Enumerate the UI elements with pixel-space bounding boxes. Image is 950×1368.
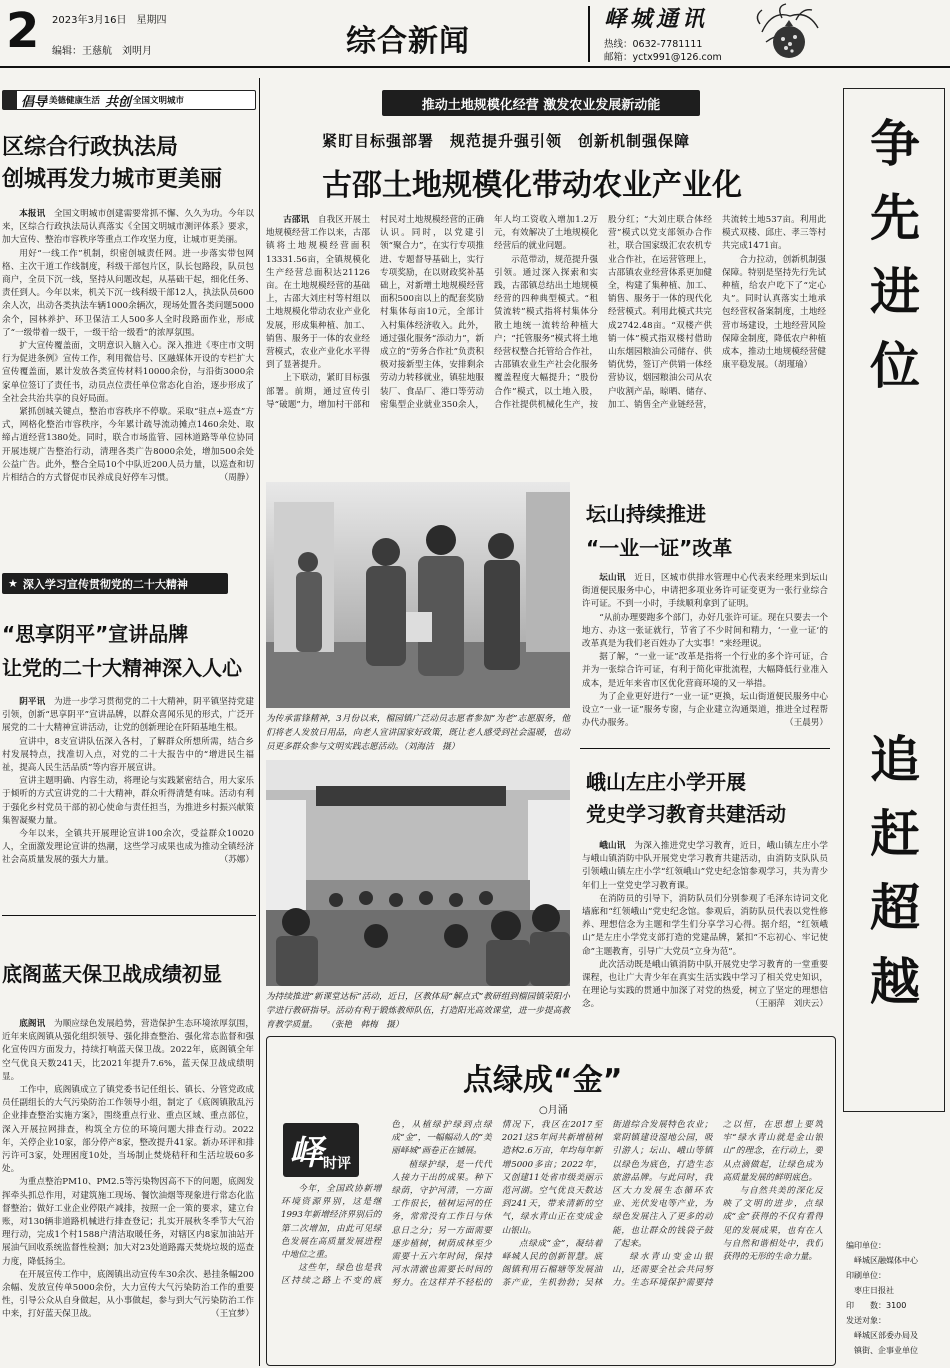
feature-banner-text: 推动土地规模化经营 激发农业发展新动能 (421, 97, 661, 113)
commentary-badge-big: 峄 (289, 1133, 323, 1173)
commentary-para: 这些年，绿色也是我区持续之路上不变的底色，从植绿护绿到点绿成“金”，一幅幅动人的“美丽峄城”画卷正在铺展。 (281, 1120, 492, 1287)
badge-spacer (281, 1119, 381, 1183)
weekday: 星期四 (136, 15, 167, 26)
story1-para: 用好“一线工作”机制，织密创城责任网。进一步落实带包网格、主次干道工作线制度，科级干部包片区，队长包路段，队员包商户，全员下沉一线，坚持从问题改起，从基础干起，细化任务、责任到人。今年以来，机关下沉一线科级干部12人，执法队员600余人次，出动各类执法车辆1000余辆次，现场处置各类问题5000余个，园林养护、环卫保洁工人500多人全时段路面作业，形成了“一级带着一级干，一级干给一级看”的浓厚氛围。 (2, 248, 254, 338)
commentary-para: 与自然共美的深化反映了文明的进步，点绿成“金”获得的不仅有看得见的发展成果，也有在人与自然和谐相处中，我们获得的无形的生命力量。 (722, 1186, 823, 1263)
star-icon: ★ (8, 577, 18, 590)
teaching-research-photo (266, 760, 570, 986)
story3-author: （王宜梦） (211, 1309, 254, 1320)
mid-divider (580, 748, 830, 749)
story4-para: “从前办理要跑多个部门，办好几张许可证。现在只要去一个地方、办这一张证就行，节省了不少时间和精力，‘一业一证’的改革真是为我们老百姓办了大实事！”来经理说。 (582, 612, 828, 650)
story1-title-line1: 区综合行政执法局 (2, 135, 179, 160)
masthead-contact (604, 38, 722, 64)
column-divider-left (259, 78, 260, 1366)
lead-title: 古邵土地规模化带动农业产业化 (322, 168, 742, 203)
page-number: 2 (6, 3, 40, 59)
publisher-line: 峄城区部委办局及 (846, 1331, 918, 1340)
slogan-char: 超 (870, 879, 920, 937)
feature-banner (382, 90, 700, 116)
slogan-part1 (860, 107, 930, 403)
civilization-city-banner (2, 90, 256, 110)
story1-body (2, 208, 254, 562)
story2-title-line1: “思享阴平”宣讲品牌 (2, 622, 189, 646)
masthead-divider (588, 6, 590, 62)
story4-body (582, 572, 828, 744)
story4-title-line1: 坛山持续推进 (586, 502, 706, 526)
publisher-line: 发送对象： (846, 1316, 886, 1325)
masthead-rule (0, 66, 950, 68)
hotline: 0632-7781111 (632, 39, 703, 50)
banner-part2: 共创 (105, 94, 132, 110)
story3-title: 底阁蓝天保卫战成绩初显 (2, 962, 222, 986)
story1-title-line2: 创城再发力城市更美丽 (2, 167, 223, 192)
commentary-body (281, 1119, 823, 1359)
lead-story-para: 自我区开展土地规模经营工作以来，古邵镇将土地规模经营面积13331.56亩，全镇规模化生产经营总面积达21126亩。在土地规模经营的基础上，古邵大刘庄村等村组以土地规模化带动农业产业化发展，形成集种植、加工、销售、服务于一体的农业经营模式，农业产业化水平得到了显著提升。 (266, 215, 370, 371)
story1-author: （周静） (219, 473, 254, 484)
date: 2023年3月16日 (52, 15, 127, 26)
volunteer-photo-image (266, 482, 570, 708)
lead-story-author: （胡瑾瑜） (773, 360, 813, 371)
publisher-info (846, 1238, 946, 1358)
section-title: 综合新闻 (346, 24, 470, 59)
volunteer-photo-caption: 为传承雷锋精神，3月份以来，榴园镇广泛动员志愿者参加“为老”志愿服务，他们将老人发放日用品，向老人宣讲国家好政策，既让老人感受到社会温暖，也动员更多群众参与文明实践志愿活动。（刘海洁 摄） (266, 714, 570, 752)
story5-title-line1: 峨山左庄小学开展 (586, 770, 746, 794)
story2-body (2, 696, 254, 908)
story5-para: 在消防员的引导下，消防队员们分别参观了毛泽东诗词文化墙廊和“红领峨山”党史纪念馆。参观后，消防队员代表以党性修养、理想信念为主题和学生们分享学习心得。据介绍，“红领峨山”是左庄小学党支部打造的党建品牌，紧扣“不忘初心、牢记使命”主题教育，引导广大党员“立身为范”。 (582, 893, 828, 957)
lead-kicker: 紧盯目标强部署 规范提升强引领 创新机制强保障 (322, 132, 691, 150)
story4-lead: 坛山讯 (599, 573, 626, 583)
story1-lead: 本报讯 (19, 209, 46, 219)
story2-author: （苏娜） (219, 855, 254, 866)
slogan-char: 先 (870, 189, 920, 247)
email-label: 邮箱： (604, 52, 633, 63)
story2-lead: 阴平讯 (19, 697, 46, 707)
banner-part2-sub: 全国文明城市 (133, 96, 185, 106)
slogan-char: 争 (870, 115, 920, 173)
commentary-title: 点绿成“金” (463, 1063, 623, 1098)
teaching-research-photo-image (266, 760, 570, 986)
party-congress-banner-text: 深入学习宣传贯彻党的二十大精神 (22, 577, 188, 591)
commentary-author: ○月涌 (539, 1105, 568, 1116)
slogan-part2 (860, 723, 930, 1019)
story5-para: 为深入推进党史学习教育，近日，峨山镇左庄小学与峨山镇消防中队开展党史学习教育共建活动，由消防支队队员引领峨山镇左庄小学“红领峨山”党史纪念馆参观学习，共为青少年们上一堂党史学习教育课。 (582, 841, 828, 891)
teaching-research-photo-caption: 为持续推进“新课堂达标”活动，近日，区教体局“解点式”教研组到榴园镇荣阳小学进行教研指导。活动有利于锻炼教师队伍，打造阳光高效课堂，进一步提高教育教学质量。 （张艳 韩梅 摄） (266, 992, 570, 1030)
publisher-line: 印刷单位： (846, 1271, 886, 1280)
publisher-line: 枣庄日报社 (846, 1286, 894, 1295)
banner-part1-sub: 美德健康生活 (49, 96, 101, 106)
publisher-line: 编印单位： (846, 1241, 886, 1250)
story3-lead: 底阁讯 (19, 1019, 46, 1029)
volunteer-photo (266, 482, 570, 708)
publisher-line: 镇街、企事业单位 (846, 1346, 918, 1355)
story1-para: 全国文明城市创建需要常抓不懈、久久为功。今年以来，区综合行政执法局认真落实《全国文明城市测评体系》要求，加大宣传、整治市容秩序等重点工作攻坚力度，让城市更美丽。 (2, 209, 254, 246)
lead-story-body (266, 214, 826, 472)
story5-author: （王丽萍 刘庆云） (750, 999, 828, 1010)
slogan-char: 追 (870, 731, 920, 789)
email-address: yctx991@126.com (632, 52, 722, 63)
commentary-box (266, 1036, 836, 1366)
lead-story-para: 合力拉动，创新机制强保障。特别是坚持先行先试种植，给农户吃下了“定心丸”。同时认真落实土地承包经营权备案制度，土地经营市场建设，土地经营风险保障金制度，降低农户种植成本，推动土地规模经营健康平稳发展。 (722, 254, 826, 371)
story2-para: 宣讲中，8支宣讲队伍深入各村，了解群众所想所需，结合乡村发展特点，找准切入点，对党的二十大报告中的“增进民生福祉，提高人民生活品质”等内容开展宣讲。 (2, 736, 254, 774)
commentary-para: 植绿护绿，是一代代人接力干出的成果。种下绿荫，守护河清，一方面工作很长，植树运河的任务，常常没有工作日与休息日之分；另一方面需要逐步植树，树荫成林至少需要十五六年时间，保持河水清澈也需要长时间的努力。在这样并不轻松的情况下，我区在2017至2021这5年间共新增植树造林2.6万亩，年均每年新增5000多亩；2022年，又创建11处省市级美丽示范河湖。空气优良天数达到241天，带来清新的空气，绿水青山正在变成金山银山。 (391, 1120, 603, 1289)
story3-para: 为顺应绿色发展趋势，营造保护生态环境浓厚氛围，近年来底阁镇从强化组织领导、强化排查整治、强化常态监督和强化宣传四方面发力，持续打响蓝天保卫战。2022年，底阁镇全年空气优良天数241天，比2021年提升7.6%，蓝天保卫战成绩明显。 (2, 1019, 254, 1082)
left-divider (2, 915, 256, 916)
masthead-editors (52, 42, 152, 57)
hotline-label: 热线： (604, 39, 633, 50)
commentary-badge-small: 时评 (323, 1156, 351, 1172)
party-congress-banner (2, 573, 228, 594)
slogan-char: 位 (870, 337, 920, 395)
story4-para: 为了企业更好进行“一业一证”更换，坛山街道便民服务中心设立“一业一证”服务专窗，与企业建立沟通渠道，推进全过程帮办代办服务。 (582, 691, 828, 729)
slogan-char: 赶 (870, 805, 920, 863)
lead-story-lead: 古邵讯 (283, 215, 310, 225)
slogan-panel (843, 88, 945, 1112)
masthead (0, 0, 950, 68)
lead-story-para: 上下联动，紧盯目标强部署。前期，通过宣传引导“破题”力，增加村干部和村民对土地规模经营的正确认识。同时，以党建引领“聚合力”，在实行专项推进、专题督导基础上，实行专项奖励，在以财政奖补基础上，对新增土地规模经营面积500亩以上的配套奖励村集体每亩10元，全部计入村集体经济收入。此外，通过强化服务“添动力”，新成立的“劳务合作社”负责积极对接新型主体，安排剩余劳动力转移就业，镇驻地服装厂、食品厂、港口等劳动密集型企业就业350余人，年人均工资收入增加1.2万元，有效解决了土地规模化经营后的就业问题。 (266, 215, 598, 410)
story1-para: 扩大宣传覆盖面，文明意识入脑入心。深入推进《枣庄市文明行为促进条例》宣传工作，利用微信号、区融媒体开设的专栏扩大宣传覆盖面，累计发放各类宣传材料10000余份，与沿街3000余家单位签订了责任书，动员点位责任单位常态化自治，逐步形成了全社会共治共享的良好局面。 (2, 341, 254, 404)
banner-part1: 倡导 (21, 94, 48, 110)
story5-title-line2: 党史学习教育共建活动 (586, 802, 786, 826)
story4-title-line2: “一业一证”改革 (586, 536, 733, 560)
story5-para: 此次活动既是峨山镇消防中队开展党史学习教育的一堂重要课程，也让广大青少年在真实生活实践中学习了相关党史知识，在理论与实践的贯通中加深了对党的热爱，树立了坚定的理想信念。 (582, 959, 828, 1010)
story3-body (2, 1018, 254, 1366)
publisher-line: 印 数：3100 (846, 1301, 907, 1310)
story2-para: 今年以来，全镇共开展理论宣讲100余次，受益群众10020人，全面激发理论宣讲的热潮，这些学习成果也成为推动全镇经济社会高质量发展的强大力量。 (2, 829, 254, 866)
story4-author: （王晨男） (785, 718, 828, 729)
story5-lead: 峨山讯 (599, 841, 626, 851)
story1-para: 紧抓创城关键点，整治市容秩序不停歇。采取“驻点+巡查”方式，网格化整治市容秩序，今年累计疏导流动摊点1460余处、取缔占道经营1380处。同时，联合市场监管、园林道路等单位协同开展违规广告整治行动，清理各类广告8000余处，增加500余处公益广告。此外，整合全局10个中队近200人员力量，以巡查和切片相结合的方式督促市民养成良好停车习惯。 (2, 407, 254, 484)
story2-para: 宣讲主题明确、内容生动，将理论与实践紧密结合，用大家乐于倾听的方式宣讲党的二十大精神，群众听得清楚有味。活动有利于强化乡村党员干部的初心使命与责任担当，为推进乡村振兴献策集智凝聚力量。 (2, 776, 254, 826)
commentary-para: 今年，全国政协新增环境资源界别，这是继1993年新增经济界别后的第二次增加，由此可见绿色发展在高质量发展进程中地位之重。 (281, 1184, 382, 1261)
slogan-char: 进 (870, 263, 920, 321)
editor-label: 编辑： (52, 46, 82, 57)
editor-names: 王慈航 刘明月 (82, 46, 152, 57)
commentary-para: 点绿成“金”，凝结着峄城人民的创新智慧。底阁镇利用石榴塘等发展油茶产业，生机勃勃；吴林街道综合发展特色农业；棠阴镇建设湿地公园，吸引游人；坛山、峨山等镇以绿色为底色，打造生态旅游品牌。与此同时，我区大力发展生态循环农业、光伏发电等产业，为绿色发展注入了更多的动能，也让群众的钱袋子鼓了起来。 (501, 1120, 713, 1289)
masthead-date (52, 11, 167, 26)
banner-pin-icon (3, 91, 17, 109)
story5-body (582, 840, 828, 1028)
story3-para: 工作中，底阁镇成立了镇党委书记任组长、镇长、分管党政成员任副组长的大气污染防治工作领导小组，制定了《底阁镇散乱污企业排查整治实施方案》，围绕重点行业、重点区域、重点部位，深入开展拉网排查，构筑全方位的环境问题大排查行动。2022年，关停企业10家，部分停产8家，整改提升41家。新办环评和排污许可3家，处理困度10处，当场制止焚烧秸秆和生活垃圾60多处。 (2, 1085, 254, 1175)
slogan-char: 越 (870, 953, 920, 1011)
story2-title-line2: 让党的二十大精神深入人心 (2, 656, 242, 680)
commentary-para: 绿水青山变金山银山，还需要全社会共同努力。生态环境保护需要持之以恒，在思想上要筑牢“绿水青山就是金山银山”的理念，在行动上，要从点滴做起，让绿色成为高质量发展的鲜明底色。 (612, 1120, 823, 1289)
publisher-line: 峄城区融媒体中心 (846, 1256, 918, 1265)
lead-story-para: 示范带动，规范提升强引领。通过深入探索和实践，古邵镇总结出土地规模经营的四种典型模式。“租赁流转”模式指将村集体分散土地统一流转给种植大户；“托管服务”模式将土地经营权整合托管给合作社，古邵镇农业生产社会化服务覆盖程度大幅提升；“股份合作”模式，以土地入股，合作社提供机械化生产，按股分红；“大刘庄联合体经营”模式以党支部领办合作社，联合国家级汇农农机专业合作社，在运营管理上，古邵镇农业经营体系更加健全，构建了集种植、加工、销售、服务于一体的现代化经营模式。利用此模式共完成2742.48亩。“双楼产供销一体”模式指双楼村借助山东烟园粮油公司储存、供销优势，签订产供销一体经营协议，烟园粮油公司从农户收割产品，晾晒、储存、加工、销售全产业链经营，共流转土地537亩。利用此模式双楼、邱庄、孝三等村共完成1471亩。 (494, 215, 826, 410)
story3-para: 为重点整治PM10、PM2.5等污染物因高不下的问题，底阁发挥牵头抓总作用，对建筑施工现场、餐饮油烟等现象进行常态化监督整治；做好工业企业停限产减排，按照一企一策的要求，建立台账，对130辆非道路机械进行排查登记；扎实开展秋冬季节大气治理行动，完成1个村1588户清洁取暖任务，对辖区内8家加油站开展油气回收系统监督性检测；加大对23处道路露天焚烧垃圾的巡查力度，降低扬尘。 (2, 1177, 254, 1267)
pomegranate-logo-icon (752, 2, 826, 66)
story3-para: 在开展宣传工作中，底阁镇出动宣传车30余次、悬挂条幅200余幅、发放宣传单5000余份，大力宣传大气污染防治工作的重要性，引导公众从自身做起，从小事做起，参与到大气污染防治工作中来，打好蓝天保卫战。 (2, 1269, 254, 1320)
story4-para: 据了解，“一业一证”改革是指将一个行业的多个许可证，合并为一张综合许可证，有利于简化审批流程，大幅降低行业准入成本，是近年来省市区优化营商环境的又一举措。 (582, 652, 828, 689)
story2-para: 为进一步学习贯彻党的二十大精神，阴平镇坚持党建引领，创新“思享阴平”宣讲品牌，以群众喜闻乐见的形式，广泛开展党的二十大精神宣讲活动，让党的创新理论在阡陌基地生根。 (2, 697, 254, 734)
story4-para: 近日，区城市供排水管理中心代表来经理来到坛山街道便民服务中心，申请把多项业务许可证变更为一张行业综合许可证。不到一小时，手续顺利拿到了证明。 (582, 573, 828, 610)
brand-name: 峄城通讯 (604, 6, 709, 32)
